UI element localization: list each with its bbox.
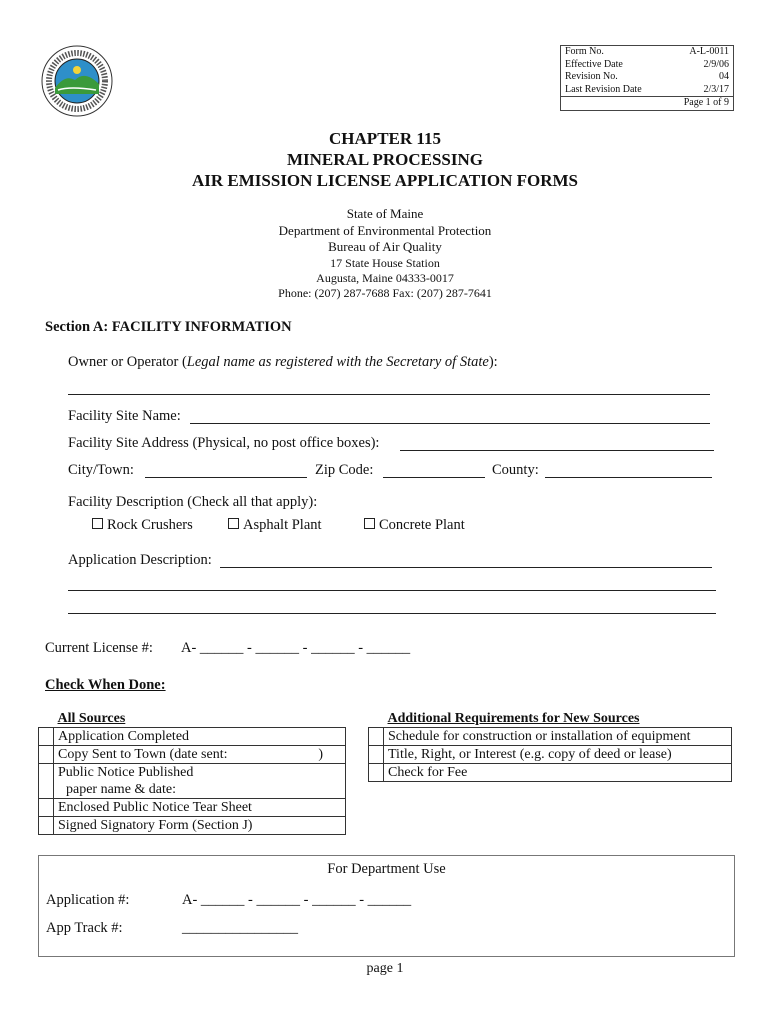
agency-state: State of Maine: [346, 206, 424, 221]
application-description-field-line[interactable]: [68, 613, 716, 614]
title-line-2: MINERAL PROCESSING: [286, 150, 483, 169]
asphalt-plant-option[interactable]: Asphalt Plant: [228, 517, 322, 534]
app-track-field[interactable]: ________________: [182, 920, 298, 936]
dep-seal-logo: [40, 44, 114, 118]
check-when-done-heading: Check When Done:: [45, 677, 166, 693]
owner-operator-field[interactable]: [68, 394, 710, 395]
site-name-label: Facility Site Name:: [68, 408, 181, 424]
site-address-field[interactable]: [400, 450, 714, 451]
new-sources-heading: Additional Requirements for New Sources: [387, 711, 640, 726]
document-title: [0, 128, 770, 191]
title-line-1: CHAPTER 115: [329, 129, 441, 148]
form-info-box: [560, 45, 734, 111]
checklist-checkbox[interactable]: [369, 764, 384, 782]
page-of-row: [561, 96, 733, 110]
checklist-item: Enclosed Public Notice Tear Sheet: [54, 799, 346, 817]
department-use-heading: For Department Use: [327, 861, 446, 877]
checklist-item: Signed Signatory Form (Section J): [54, 817, 346, 835]
page-of-label: Page 1 of 9: [683, 97, 729, 109]
city-label: City/Town:: [68, 462, 134, 478]
concrete-plant-option[interactable]: Concrete Plant: [364, 517, 465, 534]
form-info-row: Last Revision Date 2/3/17: [565, 83, 729, 95]
rock-crushers-checkbox[interactable]: [92, 518, 103, 529]
asphalt-plant-checkbox[interactable]: [228, 518, 239, 529]
page-number-footer: page 1: [366, 961, 404, 976]
site-name-field[interactable]: [190, 423, 710, 424]
new-sources-checklist: [368, 710, 732, 782]
county-field[interactable]: [545, 477, 712, 478]
concrete-plant-checkbox[interactable]: [364, 518, 375, 529]
checklist-item: Public Notice Published: [54, 764, 346, 782]
checklist-item: Schedule for construction or installation of equipment: [384, 728, 732, 746]
current-license-label: Current License #:: [45, 640, 153, 656]
zip-label: Zip Code:: [315, 462, 374, 478]
app-track-label: App Track #:: [46, 920, 123, 936]
checklist-item: Copy Sent to Town (date sent: ): [54, 746, 346, 764]
checklist-checkbox[interactable]: [39, 746, 54, 764]
zip-field[interactable]: [383, 477, 485, 478]
site-address-label: Facility Site Address (Physical, no post office boxes):: [68, 435, 380, 451]
application-number-field[interactable]: A- ______ - ______ - ______ - ______: [182, 892, 412, 908]
all-sources-checklist: [38, 710, 346, 835]
checklist-checkbox[interactable]: [39, 817, 54, 835]
section-a-heading: Section A: FACILITY INFORMATION: [45, 319, 292, 335]
form-info-row: Effective Date 2/9/06: [565, 58, 729, 70]
checklist-checkbox[interactable]: [369, 746, 384, 764]
agency-block: [0, 206, 770, 301]
checklist-checkbox[interactable]: [39, 764, 54, 799]
current-license-field[interactable]: A- ______ - ______ - ______ - ______: [181, 640, 411, 656]
rock-crushers-option[interactable]: Rock Crushers: [92, 517, 193, 534]
form-info-row: Revision No. 04: [565, 71, 729, 83]
checklist-item: Application Completed: [54, 728, 346, 746]
close-paren: ): [318, 747, 323, 762]
title-line-3: AIR EMISSION LICENSE APPLICATION FORMS: [191, 171, 579, 190]
agency-bureau: Bureau of Air Quality: [328, 239, 442, 254]
owner-operator-label: Owner or Operator (Legal name as registered with the Secretary of State):: [68, 354, 498, 370]
application-description-field[interactable]: [220, 567, 712, 568]
department-use-box: [38, 855, 735, 957]
checklist-item: Check for Fee: [384, 764, 732, 782]
application-number-label: Application #:: [46, 892, 130, 908]
application-description-label: Application Description:: [68, 552, 212, 568]
checklist-checkbox[interactable]: [369, 728, 384, 746]
agency-phone: Phone: (207) 287-7688 Fax: (207) 287-7641: [278, 285, 492, 300]
facility-description-label: Facility Description (Check all that apply):: [68, 494, 318, 510]
county-label: County:: [492, 462, 539, 478]
city-field[interactable]: [145, 477, 307, 478]
checklist-checkbox[interactable]: [39, 728, 54, 746]
agency-address-1: 17 State House Station: [330, 255, 440, 270]
checklist-item: Title, Right, or Interest (e.g. copy of deed or lease): [384, 746, 732, 764]
checklist-item-sub: paper name & date:: [54, 781, 346, 799]
all-sources-heading: All Sources: [57, 711, 126, 726]
form-info-row: Form No. A-L-0011: [565, 46, 729, 57]
agency-department: Department of Environmental Protection: [278, 222, 492, 238]
agency-address-2: Augusta, Maine 04333-0017: [316, 270, 454, 285]
application-description-field-line[interactable]: [68, 590, 716, 591]
checklist-checkbox[interactable]: [39, 799, 54, 817]
